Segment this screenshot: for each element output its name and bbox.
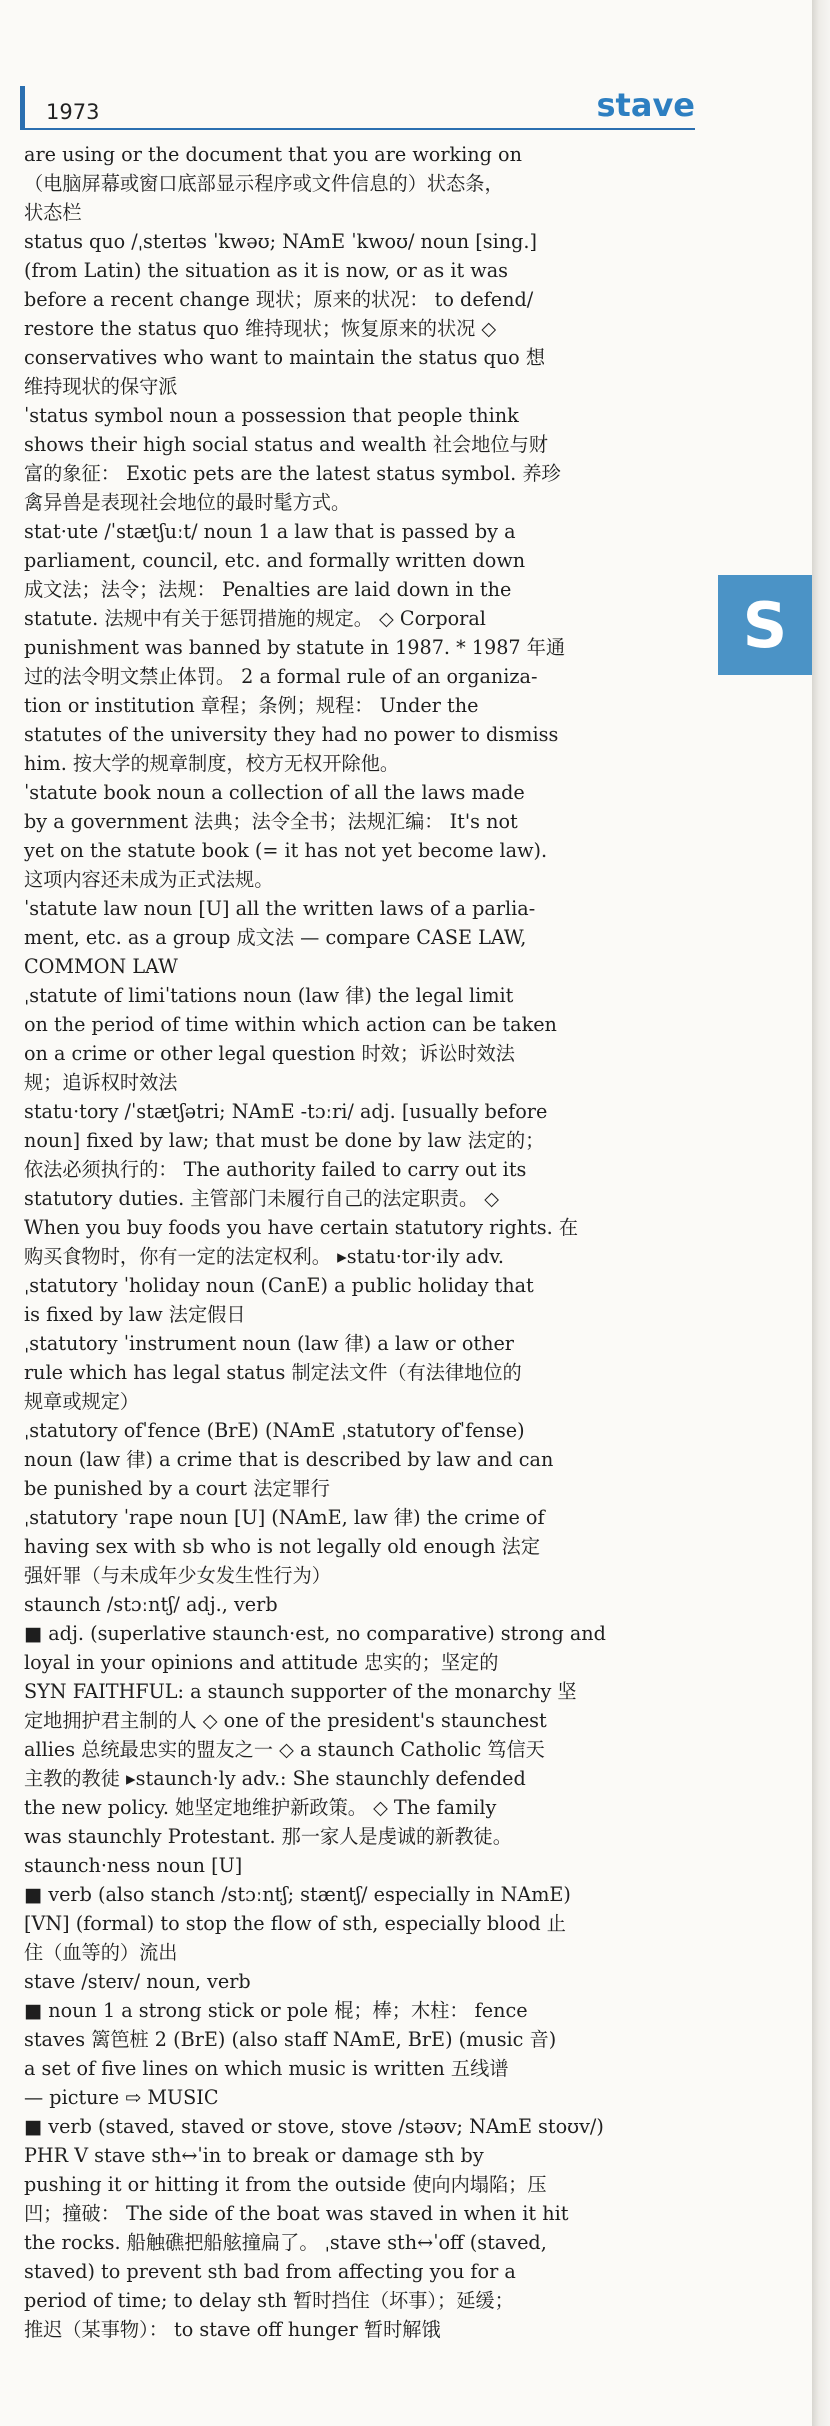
header-bar — [20, 86, 25, 130]
text-line: 这项内容还未成为正式法规。 — [24, 868, 274, 891]
text-line: ˌstatutory ˈinstrument noun (law 律) a law or other — [24, 1332, 514, 1355]
text-line: before a recent change 现状；原来的状况： to defend/ — [24, 288, 534, 311]
text-line: SYN FAITHFUL: a staunch supporter of the monarchy 坚 — [24, 1680, 577, 1703]
text-line: 购买食物时，你有一定的法定权利。 ▸statu·tor·ily adv. — [24, 1245, 505, 1268]
text-line: tion or institution 章程；条例；规程： Under the — [24, 694, 479, 717]
text-line: 依法必须执行的： The authority failed to carry out its — [24, 1158, 527, 1181]
text-line: shows their high social status and wealth 社会地位与财 — [24, 433, 548, 456]
text-line: 强奸罪（与未成年少女发生性行为） — [24, 1564, 331, 1587]
text-line: 成文法；法令；法规： Penalties are laid down in the — [24, 578, 512, 601]
text-line: ■ noun 1 a strong stick or pole 棍；棒；木柱： fence — [24, 1999, 528, 2022]
text-line: is fixed by law 法定假日 — [24, 1303, 246, 1326]
text-line: (from Latin) the situation as it is now, or as it was — [24, 259, 508, 282]
text-line: （电脑屏幕或窗口底部显示程序或文件信息的）状态条， — [24, 172, 504, 195]
text-line: ■ adj. (superlative staunch·est, no comparative) strong and — [24, 1622, 606, 1645]
page-number: 1973 — [46, 100, 100, 124]
text-line: 禽异兽是表现社会地位的最时髦方式。 — [24, 491, 351, 514]
text-line: status quo /ˌsteɪtəs ˈkwəʊ; NAmE ˈkwoʊ/ noun [sing.] — [24, 230, 537, 253]
text-line: be punished by a court 法定罪行 — [24, 1477, 330, 1500]
text-line: COMMON LAW — [24, 955, 178, 978]
text-line: ˌstatutory ofˈfence (BrE) (NAmE ˌstatutory ofˈfense) — [24, 1419, 525, 1442]
text-line: 规章或规定） — [24, 1390, 140, 1413]
text-line: rule which has legal status 制定法文件（有法律地位的 — [24, 1361, 522, 1384]
text-line: staves 篱笆桩 2 (BrE) (also staff NAmE, BrE) (music 音) — [24, 2028, 557, 2051]
text-line: pushing it or hitting it from the outside 使向内塌陷；压 — [24, 2173, 547, 2196]
text-line: stat·ute /ˈstætʃuːt/ noun 1 a law that is passed by a — [24, 520, 516, 543]
text-line: allies 总统最忠实的盟友之一 ◇ a staunch Catholic 笃信天 — [24, 1738, 545, 1761]
text-line: — picture ⇨ MUSIC — [24, 2086, 219, 2109]
text-line: ˌstatutory ˈholiday noun (CanE) a public holiday that — [24, 1274, 534, 1297]
text-line: noun] fixed by law; that must be done by law 法定的； — [24, 1129, 545, 1152]
entries-column — [24, 140, 692, 2344]
text-line: stave /steɪv/ noun, verb — [24, 1970, 251, 1993]
text-line: 凹；撞破： The side of the boat was staved in when it hit — [24, 2202, 569, 2225]
text-line: ˈstatute law noun [U] all the written laws of a parlia- — [24, 897, 536, 920]
text-line: on a crime or other legal question 时效；诉讼时效法 — [24, 1042, 515, 1065]
text-line: him. 按大学的规章制度，校方无权开除他。 — [24, 752, 400, 775]
text-line: statutes of the university they had no power to dismiss — [24, 723, 559, 746]
text-line: ˈstatute book noun a collection of all the laws made — [24, 781, 525, 804]
text-line: 主教的教徒 ▸staunch·ly adv.: She staunchly defended — [24, 1767, 526, 1790]
text-line: yet on the statute book (= it has not yet become law). — [24, 839, 548, 862]
guide-word: stave — [596, 86, 695, 124]
text-line: are using or the document that you are working on — [24, 143, 522, 166]
text-line: 状态栏 — [24, 201, 82, 224]
text-line: 富的象征： Exotic pets are the latest status symbol. 养珍 — [24, 462, 561, 485]
text-line: the new policy. 她坚定地维护新政策。 ◇ The family — [24, 1796, 497, 1819]
text-line: ˈstatus symbol noun a possession that people think — [24, 404, 519, 427]
text-line: by a government 法典；法令全书；法规汇编： It's not — [24, 810, 518, 833]
text-line: staunch·ness noun [U] — [24, 1854, 243, 1877]
text-line: was staunchly Protestant. 那一家人是虔诚的新教徒。 — [24, 1825, 512, 1848]
text-line: statute. 法规中有关于惩罚措施的规定。 ◇ Corporal — [24, 607, 486, 630]
text-line: [VN] (formal) to stop the flow of sth, especially blood 止 — [24, 1912, 566, 1935]
text-line: 过的法令明文禁止体罚。 2 a formal rule of an organiza- — [24, 665, 538, 688]
text-line: punishment was banned by statute in 1987. * 1987 年通 — [24, 636, 566, 659]
thumb-index-tab: S — [718, 575, 812, 675]
text-line: noun (law 律) a crime that is described by law and can — [24, 1448, 554, 1471]
text-line: PHR V stave sth↔ˈin to break or damage sth by — [24, 2144, 484, 2167]
text-line: When you buy foods you have certain statutory rights. 在 — [24, 1216, 579, 1239]
text-line: 定地拥护君主制的人 ◇ one of the president's staunchest — [24, 1709, 547, 1732]
page-edge — [812, 0, 830, 2426]
text-line: 住（血等的）流出 — [24, 1941, 178, 1964]
header-rule — [25, 128, 695, 130]
text-line: parliament, council, etc. and formally written down — [24, 549, 526, 572]
text-line: period of time; to delay sth 暂时挡住（坏事）；延缓； — [24, 2289, 514, 2312]
text-line: ˌstatutory ˈrape noun [U] (NAmE, law 律) the crime of — [24, 1506, 545, 1529]
text-line: a set of five lines on which music is written 五线谱 — [24, 2057, 509, 2080]
text-line: ■ verb (staved, staved or stove, stove /stəʊv; NAmE stoʊv/) — [24, 2115, 604, 2138]
text-line: ˌstatute of limiˈtations noun (law 律) the legal limit — [24, 984, 514, 1007]
text-line: conservatives who want to maintain the status quo 想 — [24, 346, 546, 369]
text-line: statu·tory /ˈstætʃətri; NAmE -tɔːri/ adj. [usually before — [24, 1100, 548, 1123]
text-line: loyal in your opinions and attitude 忠实的；坚定的 — [24, 1651, 499, 1674]
text-line: ■ verb (also stanch /stɔːntʃ; stæntʃ/ especially in NAmE) — [24, 1883, 571, 1906]
text-line: staved) to prevent sth bad from affecting you for a — [24, 2260, 516, 2283]
page-header — [20, 86, 695, 130]
text-line: 规；追诉权时效法 — [24, 1071, 178, 1094]
text-line: statutory duties. 主管部门未履行自己的法定职责。 ◇ — [24, 1187, 499, 1210]
text-line: 推迟（某事物）： to stave off hunger 暂时解饿 — [24, 2318, 441, 2341]
text-line: restore the status quo 维持现状；恢复原来的状况 ◇ — [24, 317, 497, 340]
text-line: 维持现状的保守派 — [24, 375, 178, 398]
text-line: having sex with sb who is not legally old enough 法定 — [24, 1535, 541, 1558]
text-line: on the period of time within which action can be taken — [24, 1013, 557, 1036]
text-line: staunch /stɔːntʃ/ adj., verb — [24, 1593, 278, 1616]
text-line: the rocks. 船触礁把船舷撞扁了。 ˌstave sth↔ˈoff (staved, — [24, 2231, 547, 2254]
text-line: ment, etc. as a group 成文法 — compare CASE LAW, — [24, 926, 527, 949]
